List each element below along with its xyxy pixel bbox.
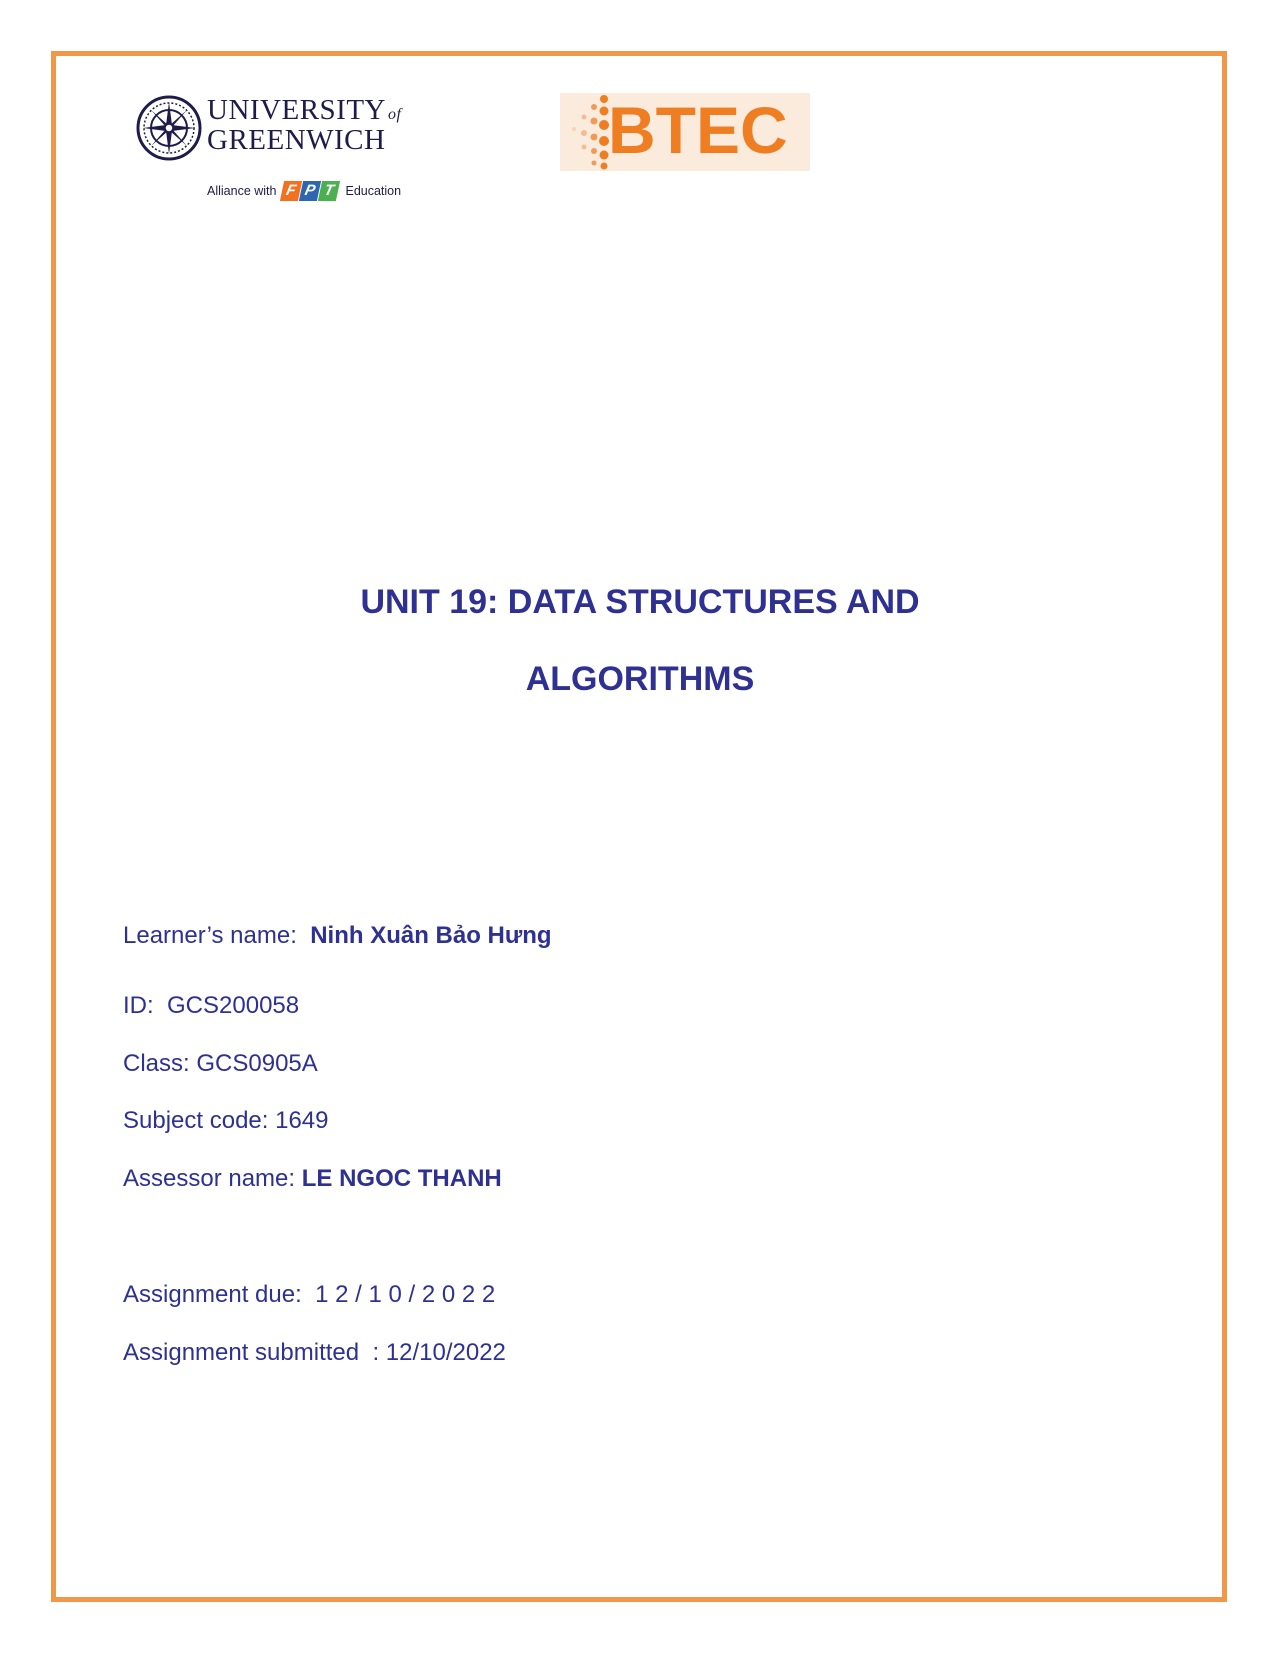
alliance-suffix: Education bbox=[345, 184, 402, 198]
assessor-name-line bbox=[123, 1165, 502, 1193]
fpt-logo bbox=[282, 181, 339, 201]
alliance-prefix: Alliance with bbox=[207, 184, 277, 198]
class-label: Class: bbox=[123, 1050, 197, 1077]
class-value: GCS0905A bbox=[196, 1050, 318, 1077]
assignment-submitted-value: 12/10/2022 bbox=[385, 1339, 506, 1366]
dotted-gradient-mark-icon bbox=[560, 93, 612, 171]
subject-code-value: 1649 bbox=[275, 1107, 329, 1134]
learner-name-line bbox=[123, 922, 552, 950]
page-border bbox=[51, 51, 1227, 1602]
assignment-submitted-label: Assignment submitted : bbox=[123, 1339, 386, 1366]
assignment-due-value: 1 2 / 1 0 / 2 0 2 2 bbox=[315, 1281, 496, 1308]
compass-rose-crest-icon bbox=[135, 94, 203, 162]
assignment-due-label: Assignment due: bbox=[123, 1281, 316, 1308]
document-title-line-1: UNIT 19: DATA STRUCTURES AND bbox=[360, 583, 920, 621]
greenwich-logo bbox=[135, 92, 420, 207]
fpt-letter-p: P bbox=[299, 181, 321, 201]
subject-code-label: Subject code: bbox=[123, 1107, 276, 1134]
assessor-name-value: LE NGOC THANH bbox=[301, 1165, 502, 1192]
university-wordmark: UNIVERSITY of bbox=[207, 94, 402, 126]
class-line bbox=[123, 1050, 318, 1078]
assessor-name-label: Assessor name: bbox=[123, 1165, 302, 1192]
alliance-tagline bbox=[207, 178, 401, 204]
subject-code-line bbox=[123, 1107, 329, 1135]
btec-logo bbox=[560, 93, 810, 171]
id-line bbox=[123, 992, 299, 1020]
document-title-line-2: ALGORITHMS bbox=[525, 660, 755, 698]
fpt-letter-t: T bbox=[318, 181, 340, 201]
assignment-due-line bbox=[123, 1281, 495, 1309]
id-value: GCS200058 bbox=[167, 992, 300, 1019]
greenwich-wordmark: GREENWICH bbox=[207, 124, 386, 156]
assignment-submitted-line bbox=[123, 1339, 506, 1367]
btec-wordmark: BTEC bbox=[608, 93, 788, 167]
fpt-letter-f: F bbox=[280, 181, 302, 201]
learner-name-value: Ninh Xuân Bảo Hưng bbox=[310, 922, 552, 949]
learner-name-label: Learner’s name: bbox=[123, 922, 311, 949]
id-label: ID: bbox=[123, 992, 168, 1019]
